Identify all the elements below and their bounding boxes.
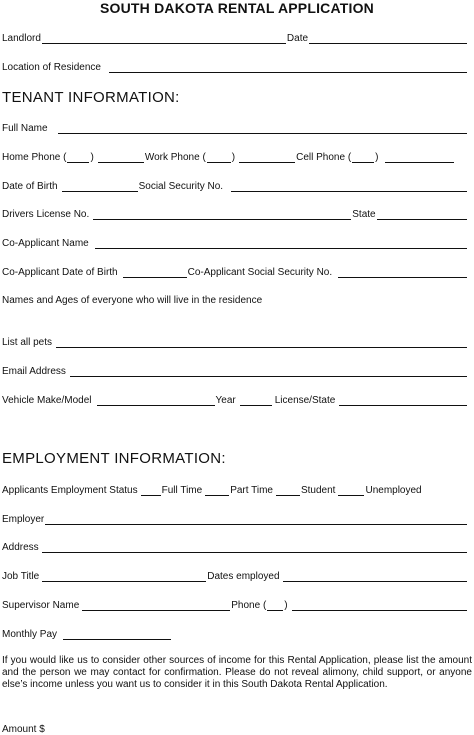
ssn-field[interactable]: [231, 180, 467, 192]
close-paren: ): [375, 152, 379, 163]
dob-row: [2, 178, 468, 192]
close-paren: ): [231, 152, 236, 163]
part-time-label: Part Time: [230, 485, 273, 496]
state-field[interactable]: [377, 208, 467, 220]
supervisor-field[interactable]: [82, 599, 230, 611]
license-state-field[interactable]: [339, 394, 467, 406]
date-field[interactable]: [309, 32, 467, 44]
co-applicant-name-row: [2, 235, 468, 249]
year-field[interactable]: [240, 394, 272, 406]
monthly-pay-field[interactable]: [63, 628, 171, 640]
monthly-pay-row: [2, 626, 468, 640]
home-area-field[interactable]: [67, 151, 89, 163]
co-applicant-name-label: Co-Applicant Name: [2, 238, 89, 249]
supervisor-area-field[interactable]: [267, 599, 283, 611]
vehicle-field[interactable]: [97, 394, 215, 406]
unemployed-field[interactable]: [338, 484, 364, 496]
pets-row: [2, 334, 468, 348]
co-applicant-name-field[interactable]: [95, 237, 467, 249]
dob-field[interactable]: [62, 180, 138, 192]
pets-field[interactable]: [56, 336, 467, 348]
co-applicant-ssn-field[interactable]: [338, 266, 467, 278]
job-title-row: [2, 568, 468, 582]
supervisor-phone-field[interactable]: [292, 599, 467, 611]
location-field[interactable]: [109, 61, 467, 73]
landlord-label: Landlord: [2, 33, 41, 44]
close-paren: ): [90, 152, 94, 163]
student-label: Student: [300, 485, 336, 496]
co-applicant-ssn-label: Co-Applicant Social Security No.: [187, 267, 333, 278]
address-row: [2, 539, 468, 553]
state-label: State: [352, 209, 376, 220]
cell-area-field[interactable]: [352, 151, 374, 163]
unemployed-label: Unemployed: [365, 485, 422, 496]
full-time-field[interactable]: [141, 484, 161, 496]
tenant-heading: TENANT INFORMATION:: [2, 89, 180, 106]
address-label: Address: [2, 542, 39, 553]
drivers-license-field[interactable]: [93, 208, 351, 220]
license-state-label: License/State: [274, 395, 336, 406]
co-applicant-dob-label: Co-Applicant Date of Birth: [2, 267, 118, 278]
vehicle-label: Vehicle Make/Model: [2, 395, 92, 406]
supervisor-row: [2, 597, 468, 611]
phone-label: Phone (: [231, 600, 267, 611]
student-field[interactable]: [276, 484, 300, 496]
drivers-license-label: Drivers License No.: [2, 209, 90, 220]
phone-row: [2, 149, 468, 163]
dates-employed-label: Dates employed: [207, 571, 280, 582]
cell-phone-label: Cell Phone (: [296, 152, 352, 163]
monthly-pay-label: Monthly Pay: [2, 629, 58, 640]
employment-status-label: Applicants Employment Status: [2, 485, 138, 496]
job-title-field[interactable]: [42, 570, 206, 582]
year-label: Year: [215, 395, 236, 406]
full-name-label: Full Name: [2, 123, 48, 134]
email-field[interactable]: [70, 365, 467, 377]
location-row: [2, 59, 468, 73]
employer-label: Employer: [2, 514, 45, 525]
date-label: Date: [286, 33, 309, 44]
pets-label: List all pets: [2, 337, 53, 348]
work-area-field[interactable]: [207, 151, 231, 163]
ssn-label: Social Security No.: [138, 181, 224, 192]
amount-row: [2, 721, 468, 735]
supervisor-label: Supervisor Name: [2, 600, 80, 611]
email-row: [2, 363, 468, 377]
amount-label: Amount $: [2, 724, 45, 735]
landlord-field[interactable]: [42, 32, 286, 44]
employer-row: [2, 511, 468, 525]
employer-field[interactable]: [45, 513, 467, 525]
vehicle-row: [2, 392, 468, 406]
co-applicant-dob-field[interactable]: [123, 266, 187, 278]
license-row: [2, 206, 468, 220]
employment-status-row: [2, 482, 468, 496]
cell-phone-field[interactable]: [385, 151, 455, 163]
residents-row: [2, 292, 468, 306]
dates-employed-field[interactable]: [283, 570, 467, 582]
job-title-label: Job Title: [2, 571, 40, 582]
address-field[interactable]: [42, 541, 467, 553]
form-title: SOUTH DAKOTA RENTAL APPLICATION: [99, 0, 374, 16]
employment-heading: EMPLOYMENT INFORMATION:: [2, 450, 226, 467]
email-label: Email Address: [2, 366, 66, 377]
other-income-note: If you would like us to consider other sources of income for this Rental Application, please list the amount and the person we may contact for confirmation. Please do not reveal alimony, child support, or anyone else’s income unless you want us to consider it in this South Dakota Rental Application.: [2, 655, 472, 690]
location-label: Location of Residence: [2, 62, 101, 73]
full-name-row: [2, 120, 468, 134]
dob-label: Date of Birth: [2, 181, 58, 192]
full-name-field[interactable]: [58, 122, 467, 134]
work-phone-field[interactable]: [239, 151, 295, 163]
home-phone-field[interactable]: [98, 151, 144, 163]
close-paren: ): [284, 600, 288, 611]
residents-label: Names and Ages of everyone who will live in the residence: [2, 295, 263, 306]
home-phone-label: Home Phone (: [2, 152, 67, 163]
part-time-field[interactable]: [205, 484, 229, 496]
co-applicant-dob-row: [2, 264, 468, 278]
work-phone-label: Work Phone (: [144, 152, 206, 163]
landlord-row: [2, 30, 468, 44]
full-time-label: Full Time: [161, 485, 203, 496]
